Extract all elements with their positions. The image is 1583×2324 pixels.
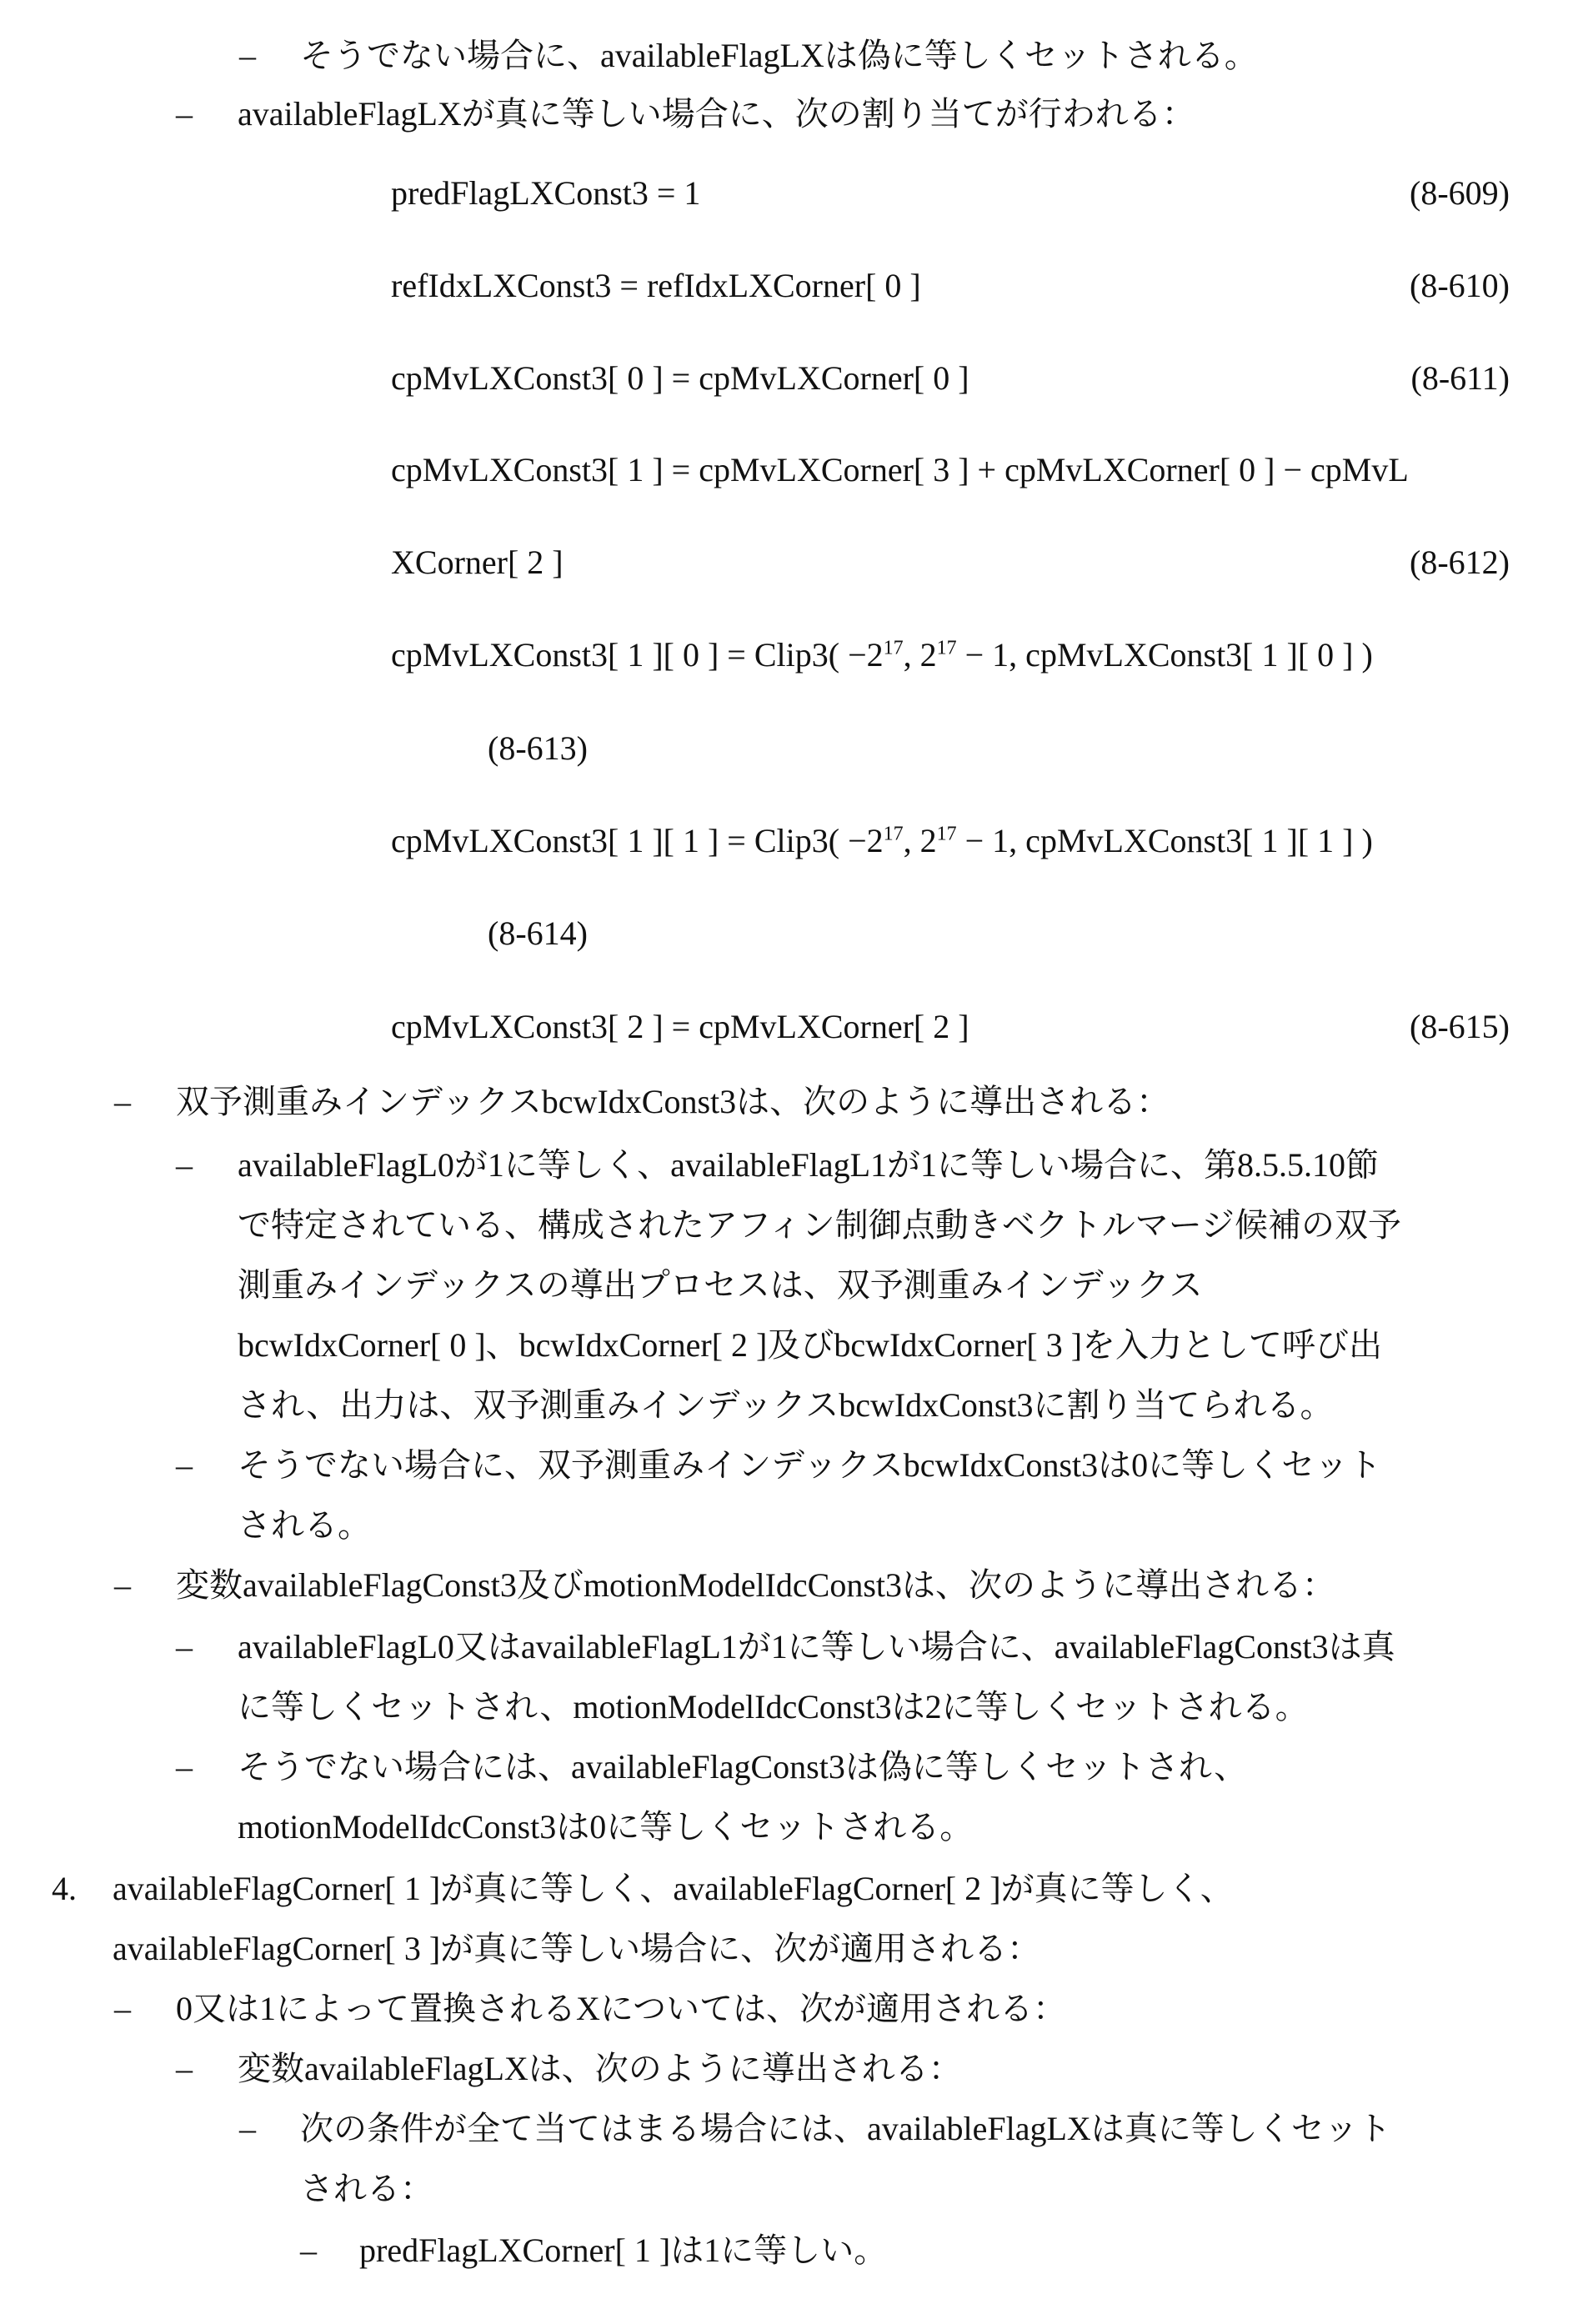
line-text: で特定されている、構成されたアフィン制御点動きベクトルマージ候補の双予	[238, 1206, 1401, 1244]
text-line	[300, 33, 1258, 79]
text-line	[300, 2166, 433, 2212]
text-line	[238, 1382, 1334, 1429]
list-dash: –	[114, 1562, 131, 1609]
line-text: , 2	[904, 822, 937, 859]
line-text: availableFlagCorner[ 1 ]が真に等しく、availableFlagCorner[ 2 ]が真に等しく、	[113, 1870, 1234, 1907]
line-text: − 1, cpMvLXConst3[ 1 ][ 1 ] )	[957, 822, 1373, 859]
text-line	[113, 1926, 1040, 1972]
line-text: される。	[238, 1506, 371, 1544]
text-line	[176, 1986, 1066, 2032]
text-line	[238, 1804, 973, 1851]
line-text: そうでない場合に、双予測重みインデックスbcwIdxConst3は0に等しくセット	[238, 1446, 1381, 1484]
line-text: cpMvLXConst3[ 1 ][ 1 ] = Clip3( −2	[391, 822, 884, 859]
list-dash: –	[176, 1744, 193, 1791]
text-line	[391, 632, 1373, 679]
line-text: (8-614)	[488, 914, 588, 952]
line-text: predFlagLXConst3 = 1	[391, 174, 700, 212]
equation-number: (8-610)	[1410, 263, 1510, 309]
line-text: XCorner[ 2 ]	[391, 543, 564, 581]
exponent: 17	[937, 824, 957, 845]
equation-number: (8-615)	[1410, 1004, 1510, 1050]
line-text: availableFlagL0が1に等しく、availableFlagL1が1に等しい場合に、第8.5.5.10節	[238, 1146, 1379, 1184]
line-text: cpMvLXConst3[ 1 ][ 0 ] = Clip3( −2	[391, 636, 884, 674]
text-line	[113, 1866, 1234, 1912]
line-text: availableFlagCorner[ 3 ]が真に等しい場合に、次が適用される：	[113, 1930, 1040, 1967]
line-text: 変数availableFlagLXは、次のように導出される：	[238, 2050, 962, 2087]
line-text: される：	[300, 2170, 433, 2207]
line-text: に等しくセットされ、motionModelIdcConst3は2に等しくセットされる。	[238, 1688, 1309, 1725]
line-text: − 1, cpMvLXConst3[ 1 ][ 0 ] )	[957, 636, 1373, 674]
text-line	[176, 1079, 1170, 1125]
text-line	[238, 1202, 1401, 1249]
text-line	[238, 1322, 1382, 1369]
text-line	[238, 91, 1195, 138]
line-text: predFlagLXCorner[ 1 ]は1に等しい。	[359, 2231, 887, 2269]
text-line	[488, 910, 588, 957]
list-dash: –	[176, 1142, 193, 1189]
line-text: され、出力は、双予測重みインデックスbcwIdxConst3に割り当てられる。	[238, 1386, 1334, 1424]
equation	[391, 539, 564, 586]
line-text: (8-613)	[488, 729, 588, 767]
text-line	[300, 2106, 1391, 2152]
equation-number: (8-611)	[1411, 355, 1510, 402]
text-line	[238, 1744, 1247, 1791]
text-line	[238, 1624, 1395, 1670]
text-line	[238, 2046, 962, 2092]
line-text: そうでない場合に、availableFlagLXは偽に等しくセットされる。	[300, 37, 1258, 74]
exponent: 17	[937, 638, 957, 659]
line-text: 変数availableFlagConst3及びmotionModelIdcConst3は、次のように導出される：	[176, 1566, 1335, 1604]
equation	[391, 355, 969, 402]
exponent: 17	[884, 638, 904, 659]
exponent: 17	[884, 824, 904, 845]
equation-number: (8-609)	[1410, 170, 1510, 217]
line-text: bcwIdxCorner[ 0 ]、bcwIdxCorner[ 2 ]及びbcwIdxCorner[ 3 ]を入力として呼び出	[238, 1326, 1382, 1364]
line-text: availableFlagLXが真に等しい場合に、次の割り当てが行われる：	[238, 95, 1195, 133]
list-dash: –	[176, 1624, 193, 1670]
text-line	[391, 447, 1409, 493]
list-dash: –	[176, 1442, 193, 1489]
list-dash: –	[239, 33, 256, 79]
line-text: そうでない場合には、availableFlagConst3は偽に等しくセットされ、	[238, 1748, 1247, 1786]
text-line	[391, 818, 1373, 864]
text-line	[238, 1142, 1379, 1189]
line-text: 次の条件が全て当てはまる場合には、availableFlagLXは真に等しくセット	[300, 2110, 1391, 2147]
line-text: cpMvLXConst3[ 0 ] = cpMvLXCorner[ 0 ]	[391, 359, 969, 397]
text-line	[359, 2227, 887, 2274]
line-text: 0又は1によって置換されるXについては、次が適用される：	[176, 1990, 1066, 2027]
line-text: cpMvLXConst3[ 2 ] = cpMvLXCorner[ 2 ]	[391, 1008, 969, 1045]
text-line	[238, 1262, 1203, 1309]
list-dash: –	[176, 2046, 193, 2092]
line-text: 測重みインデックスの導出プロセスは、双予測重みインデックス	[238, 1266, 1203, 1304]
equation	[391, 170, 700, 217]
equation	[391, 263, 921, 309]
line-text: , 2	[904, 636, 937, 674]
list-dash: –	[114, 1986, 131, 2032]
text-line	[238, 1684, 1309, 1730]
list-dash: –	[239, 2106, 256, 2152]
line-text: motionModelIdcConst3は0に等しくセットされる。	[238, 1808, 973, 1846]
list-number: 4.	[52, 1866, 77, 1912]
text-line	[238, 1442, 1381, 1489]
list-dash: –	[176, 91, 193, 138]
list-dash: –	[300, 2227, 317, 2274]
line-text: 双予測重みインデックスbcwIdxConst3は、次のように導出される：	[176, 1083, 1170, 1120]
text-line	[488, 725, 588, 772]
line-text: availableFlagL0又はavailableFlagL1が1に等しい場合に、availableFlagConst3は真	[238, 1628, 1395, 1665]
line-text: refIdxLXConst3 = refIdxLXCorner[ 0 ]	[391, 267, 921, 304]
equation	[391, 1004, 969, 1050]
list-dash: –	[114, 1079, 131, 1125]
line-text: cpMvLXConst3[ 1 ] = cpMvLXCorner[ 3 ] + cpMvLXCorner[ 0 ] − cpMvL	[391, 451, 1409, 488]
equation-number: (8-612)	[1410, 539, 1510, 586]
text-line	[238, 1502, 371, 1549]
text-line	[176, 1562, 1335, 1609]
